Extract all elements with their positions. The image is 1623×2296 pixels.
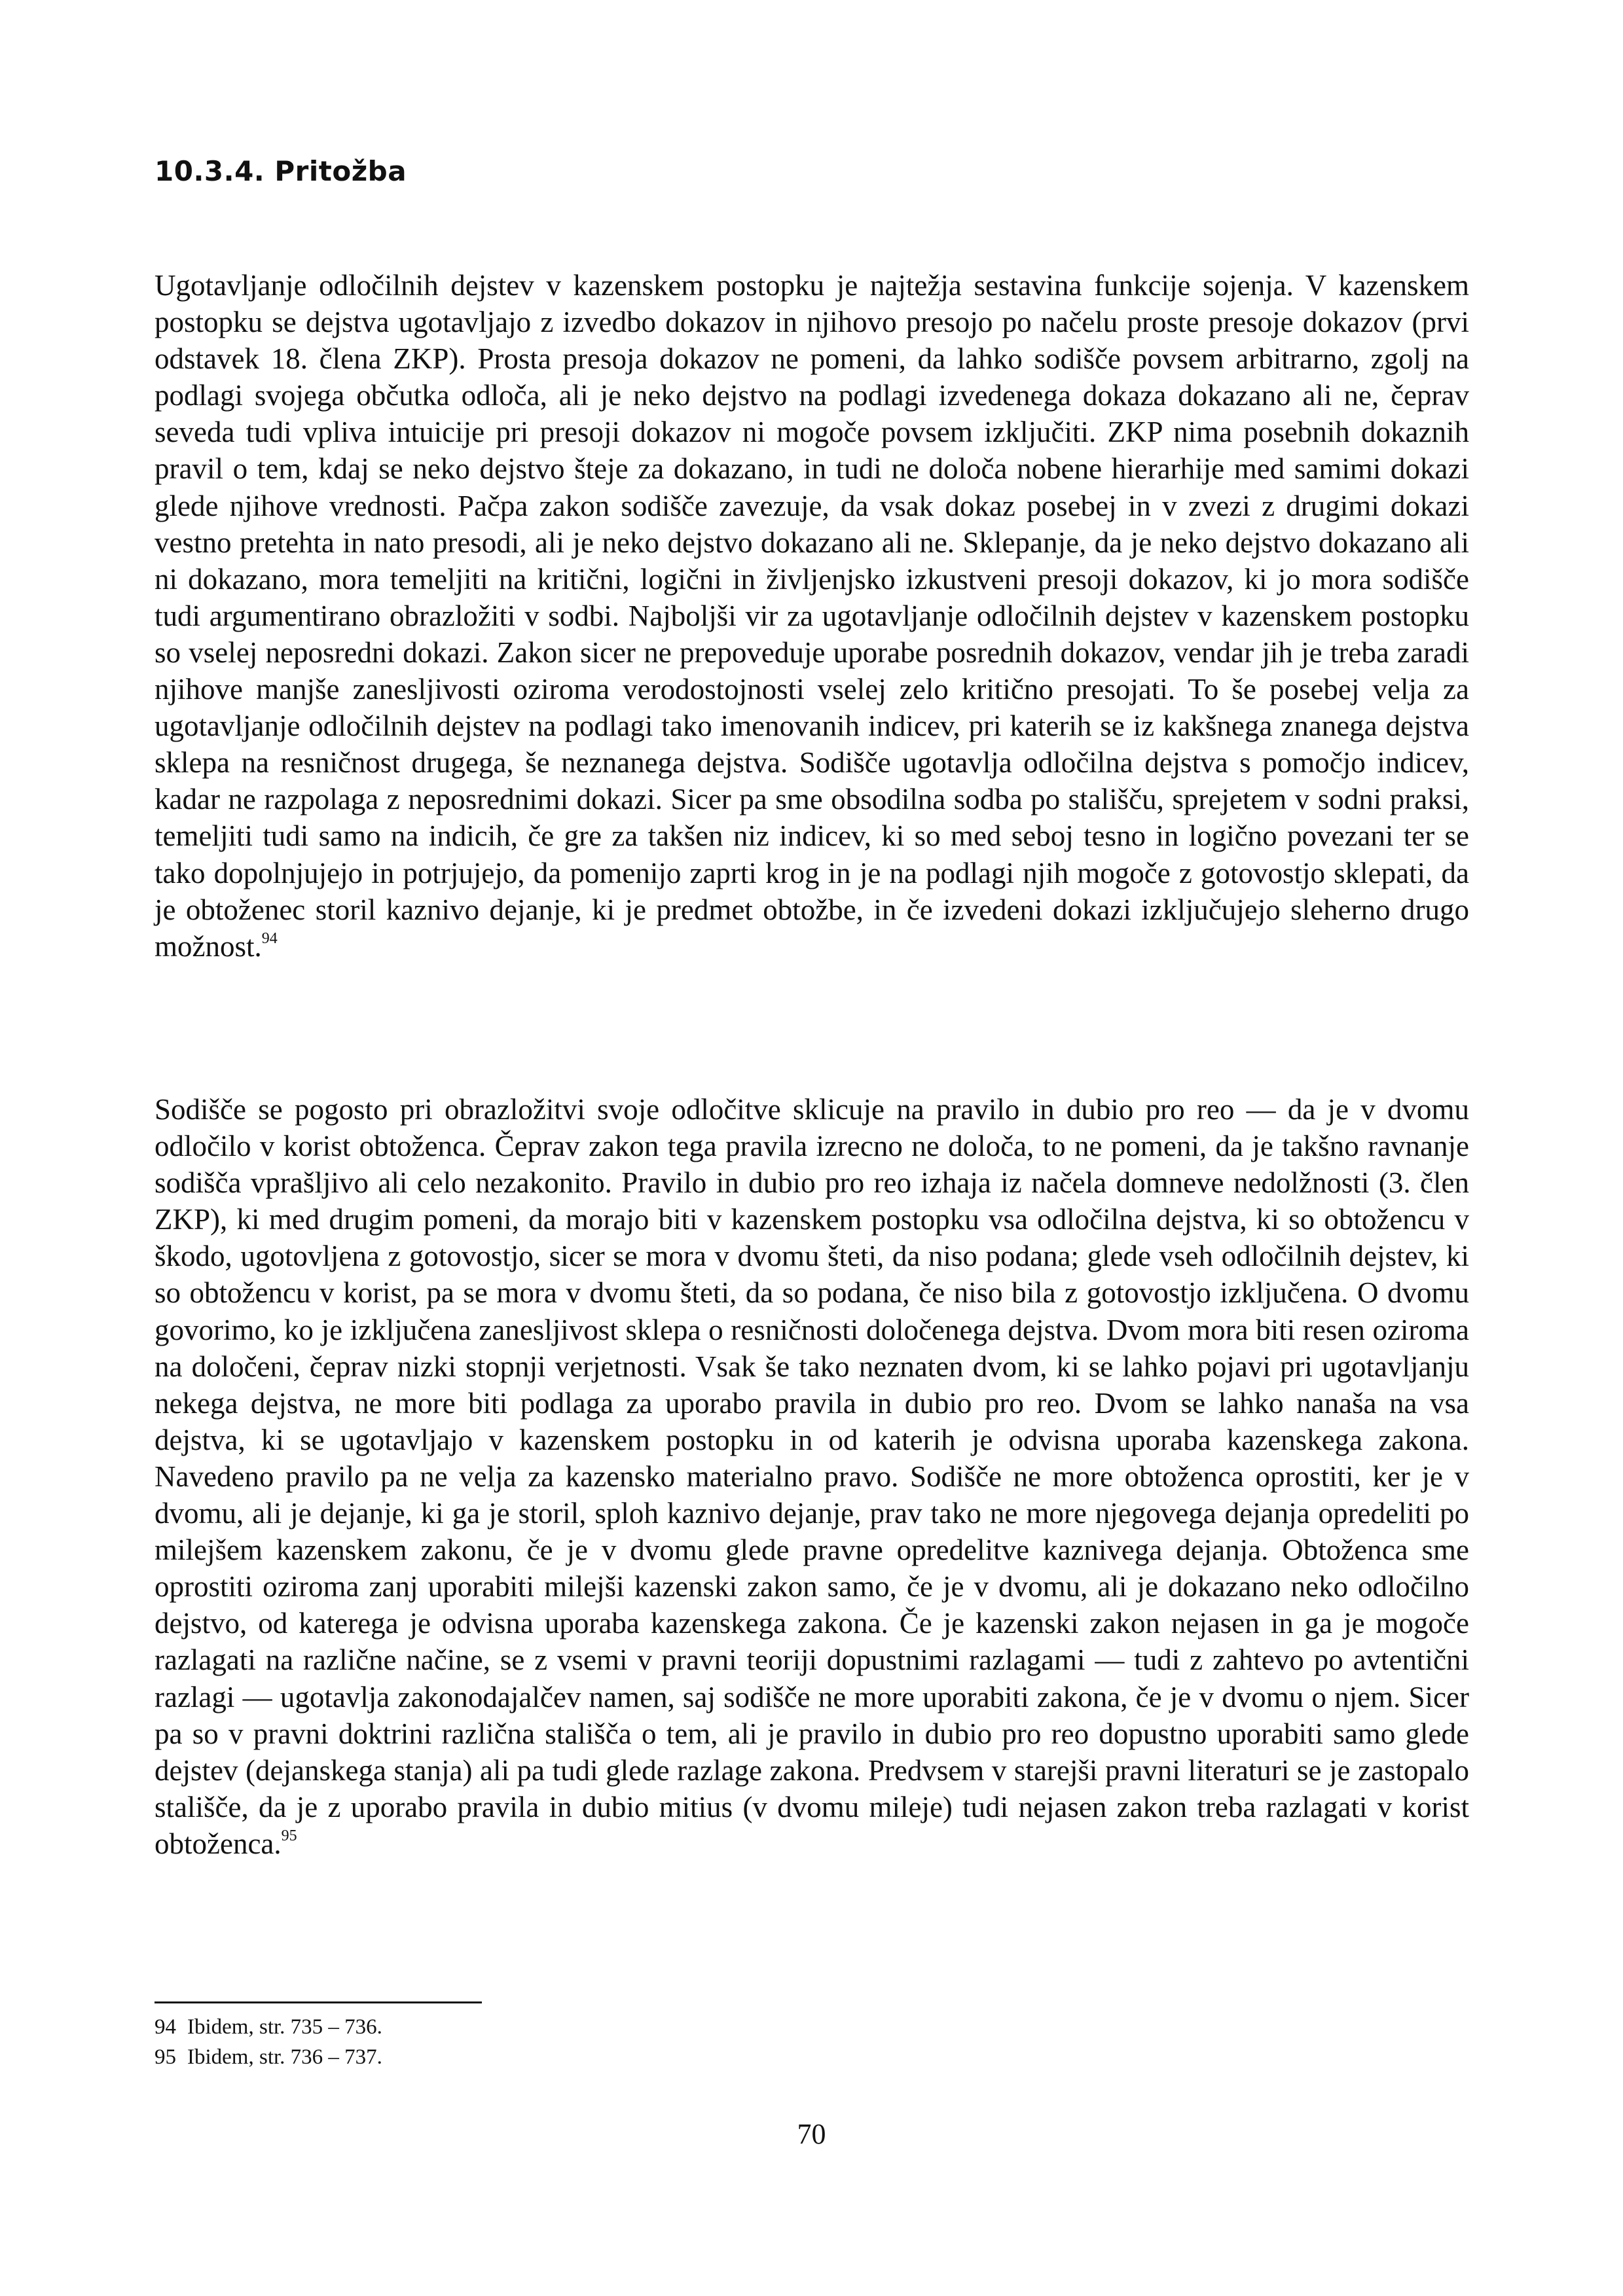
body-paragraph-2 bbox=[155, 1091, 1469, 1862]
footnote-reference: 94 bbox=[261, 929, 278, 947]
paragraph-text: Ugotavljanje odločilnih dejstev v kazenskem postopku je najtežja sestavina funkcije sojenja. V kazenskem postopku se dejstva ugotavljajo z izvedbo dokazov in njihovo presojo po načelu proste presoje dokazov (prvi odstavek 18. člena ZKP). Prosta presoja dokazov ne pomeni, da lahko sodišče povsem arbitrarno, zgolj na podlagi svojega občutka odloča, ali je neko dejstvo na podlagi izvedenega dokaza dokazano ali ne, čeprav seveda tudi vpliva intuicije pri presoji dokazov ni mogoče povsem izključiti. ZKP nima posebnih dokaznih pravil o tem, kdaj se neko dejstvo šteje za dokazano, in tudi ne določa nobene hierarhije med samimi dokazi glede njihove vrednosti. Pačpa zakon sodišče zavezuje, da vsak dokaz posebej in v zvezi z drugimi dokazi vestno pretehta in nato presodi, ali je neko dejstvo dokazano ali ne. Sklepanje, da je neko dejstvo dokazano ali ni dokazano, mora temeljiti na kritični, logični in življenjsko izkustveni presoji dokazov, ki jo mora sodišče tudi argumentirano obrazložiti v sodbi. Najboljši vir za ugotavljanje odločilnih dejstev v kazenskem postopku so vselej neposredni dokazi. Zakon sicer ne prepoveduje uporabe posrednih dokazov, vendar jih je treba zaradi njihove manjše zanesljivosti oziroma verodostojnosti vselej zelo kritično presojati. To še posebej velja za ugotavljanje odločilnih dejstev na podlagi tako imenovanih indicev, pri katerih se iz kakšnega znanega dejstva sklepa na resničnost drugega, še neznanega dejstva. Sodišče ugotavlja odločilna dejstva s pomočjo indicev, kadar ne razpolaga z neposrednimi dokazi. Sicer pa sme obsodilna sodba po stališču, sprejetem v sodni praksi, temeljiti tudi samo na indicih, če gre za takšen niz indicev, ki so med seboj tesno in logično povezani ter se tako dopolnjujejo in potrjujejo, da pomenijo zaprti krog in je na podlagi njih mogoče z gotovostjo sklepati, da je obtoženec storil kaznivo dejanje, ki je predmet obtožbe, in če izvedeni dokazi izključujejo sleherno drugo možnost. bbox=[155, 269, 1469, 963]
footnote bbox=[155, 2012, 1202, 2042]
footnote-reference: 95 bbox=[281, 1827, 297, 1844]
paragraph-text: Sodišče se pogosto pri obrazložitvi svoje odločitve sklicuje na pravilo in dubio pro reo — da je v dvomu odločilo v korist obtoženca. Čeprav zakon tega pravila izrecno ne določa, to ne pomeni, da je takšno ravnanje sodišča vprašljivo ali celo nezakonito. Pravilo in dubio pro reo izhaja iz načela domneve nedolžnosti (3. člen ZKP), ki med drugim pomeni, da morajo biti v kazenskem postopku vsa odločilna dejstva, ki so obtožencu v škodo, ugotovljena z gotovostjo, sicer se mora v dvomu šteti, da niso podana; glede vseh odločilnih dejstev, ki so obtožencu v korist, pa se mora v dvomu šteti, da so podana, če niso bila z gotovostjo izključena. O dvomu govorimo, ko je izključena zanesljivost sklepa o resničnosti določenega dejstva. Dvom mora biti resen oziroma na določeni, čeprav nizki stopnji verjetnosti. Vsak še tako neznaten dvom, ki se lahko pojavi pri ugotavljanju nekega dejstva, ne more biti podlaga za uporabo pravila in dubio pro reo. Dvom se lahko nanaša na vsa dejstva, ki se ugotavljajo v kazenskem postopku in od katerih je odvisna uporaba kazenskega zakona. Navedeno pravilo pa ne velja za kazensko materialno pravo. Sodišče ne more obtoženca oprostiti, ker je v dvomu, ali je dejanje, ki ga je storil, sploh kaznivo dejanje, prav tako ne more njegovega dejanja opredeliti po milejšem kazenskem zakonu, če je v dvomu glede pravne opredelitve kaznivega dejanja. Obtoženca sme oprostiti oziroma zanj uporabiti milejši kazenski zakon samo, če je v dvomu, ali je dokazano neko odločilno dejstvo, od katerega je odvisna uporaba kazenskega zakona. Če je kazenski zakon nejasen in ga je mogoče razlagati na različne načine, se z vsemi v pravni teoriji dopustnimi razlagami — tudi z zahtevo po avtentični razlagi — ugotavlja zakonodajalčev namen, saj sodišče ne more uporabiti zakona, če je v dvomu o njem. Sicer pa so v pravni doktrini različna stališča o tem, ali je pravilo in dubio pro reo dopustno uporabiti samo glede dejstev (dejanskega stanja) ali pa tudi glede razlage zakona. Predvsem v starejši pravni literaturi se je zastopalo stališče, da je z uporabo pravila in dubio mitius (v dvomu mileje) tudi nejasen zakon treba razlagati v korist obtoženca. bbox=[155, 1093, 1469, 1860]
footnote-number: 94 bbox=[155, 2015, 176, 2039]
footnote-text: Ibidem, str. 736 – 737. bbox=[187, 2045, 382, 2069]
footnote-separator bbox=[155, 2001, 482, 2003]
body-paragraph-1 bbox=[155, 267, 1469, 965]
footnote-number: 95 bbox=[155, 2045, 176, 2069]
section-heading: 10.3.4. Pritožba bbox=[155, 155, 407, 187]
footnotes bbox=[155, 2012, 1202, 2072]
footnote-text: Ibidem, str. 735 – 736. bbox=[187, 2015, 382, 2039]
footnote bbox=[155, 2042, 1202, 2072]
page-number: 70 bbox=[797, 2118, 826, 2150]
